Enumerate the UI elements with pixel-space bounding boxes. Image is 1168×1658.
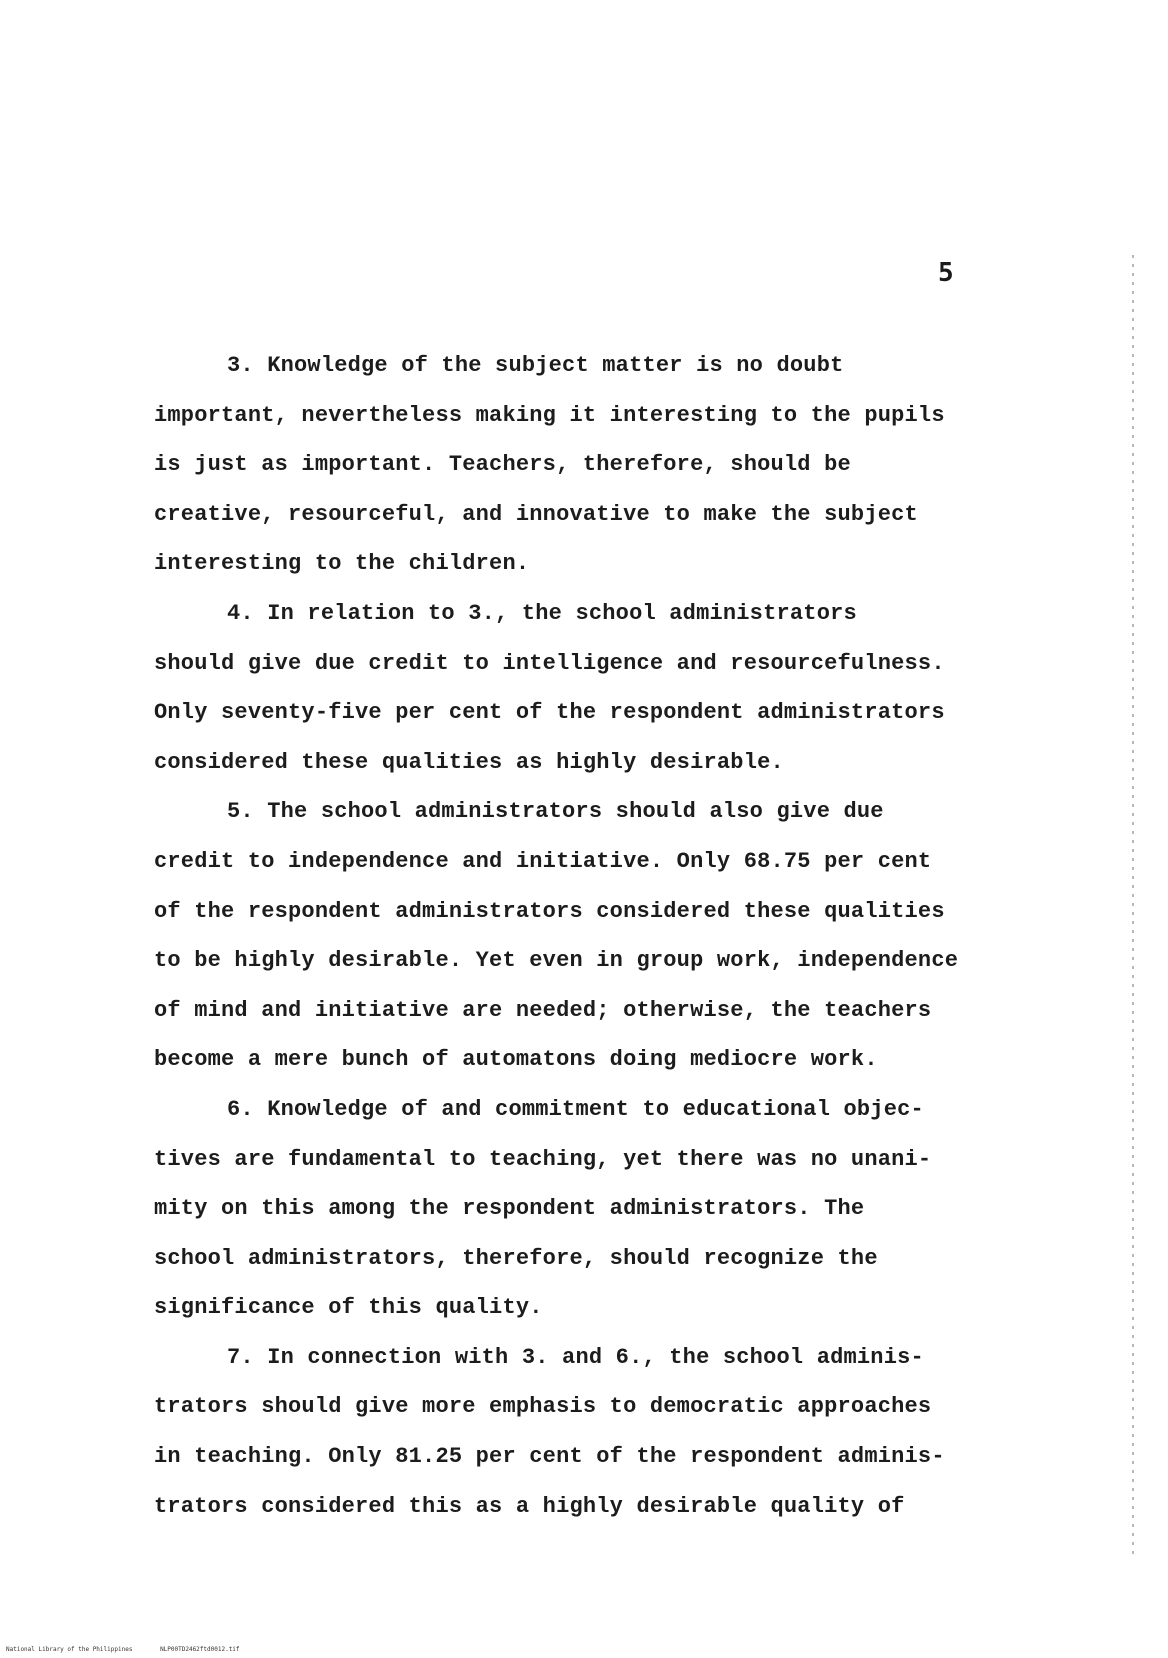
paragraph-7-line-4: trators considered this as a highly desirable quality of [154,1493,905,1519]
paragraph-5-line-1: 5. The school administrators should also give due [227,799,884,825]
paragraph-4-line-2: should give due credit to intelligence and resourcefulness. [154,650,945,676]
body-text [154,341,1054,1531]
paragraph-7-line-1: 7. In connection with 3. and 6., the school adminis- [227,1344,924,1370]
paragraph-6-line-3: mity on this among the respondent administrators. The [154,1196,865,1222]
paragraph-3-line-4: creative, resourceful, and innovative to make the subject [154,501,918,527]
paragraph-7-line-3: in teaching. Only 81.25 per cent of the respondent adminis- [154,1444,945,1470]
footer-library-name: National Library of the Philippines [6,1646,133,1653]
paragraph-3-line-1: 3. Knowledge of the subject matter is no doubt [227,353,844,378]
paragraph-4-line-4: considered these qualities as highly desirable. [154,749,784,775]
paragraph-6-line-1: 6. Knowledge of and commitment to educational objec- [227,1096,924,1122]
paragraph-4-line-3: Only seventy-five per cent of the respondent administrators [154,700,945,726]
paragraph-6-line-2: tives are fundamental to teaching, yet there was no unani- [154,1146,932,1172]
paragraph-3-line-5: interesting to the children. [154,551,530,577]
paragraph-5-line-6: become a mere bunch of automatons doing mediocre work. [154,1047,878,1073]
page-number: 5 [938,258,954,288]
scan-edge-line [1132,255,1134,1555]
scan-footer [6,1646,240,1653]
paragraph-5-line-4: to be highly desirable. Yet even in group work, independence [154,948,959,974]
paragraph-5-line-3: of the respondent administrators considered these qualities [154,898,945,924]
paragraph-4-line-1: 4. In relation to 3., the school administrators [227,600,857,626]
paragraph-5-line-5: of mind and initiative are needed; otherwise, the teachers [154,997,932,1023]
paragraph-6-line-5: significance of this quality. [154,1295,543,1321]
paragraph-5-line-2: credit to independence and initiative. Only 68.75 per cent [154,848,932,874]
footer-file-id: NLP00TD2462ftd0012.tif [160,1646,240,1653]
paragraph-6-line-4: school administrators, therefore, should recognize the [154,1245,878,1271]
paragraph-3-line-2: important, nevertheless making it interesting to the pupils [154,402,945,428]
paragraph-7-line-2: trators should give more emphasis to democratic approaches [154,1394,932,1420]
paragraph-3-line-3: is just as important. Teachers, therefore, should be [154,452,851,478]
